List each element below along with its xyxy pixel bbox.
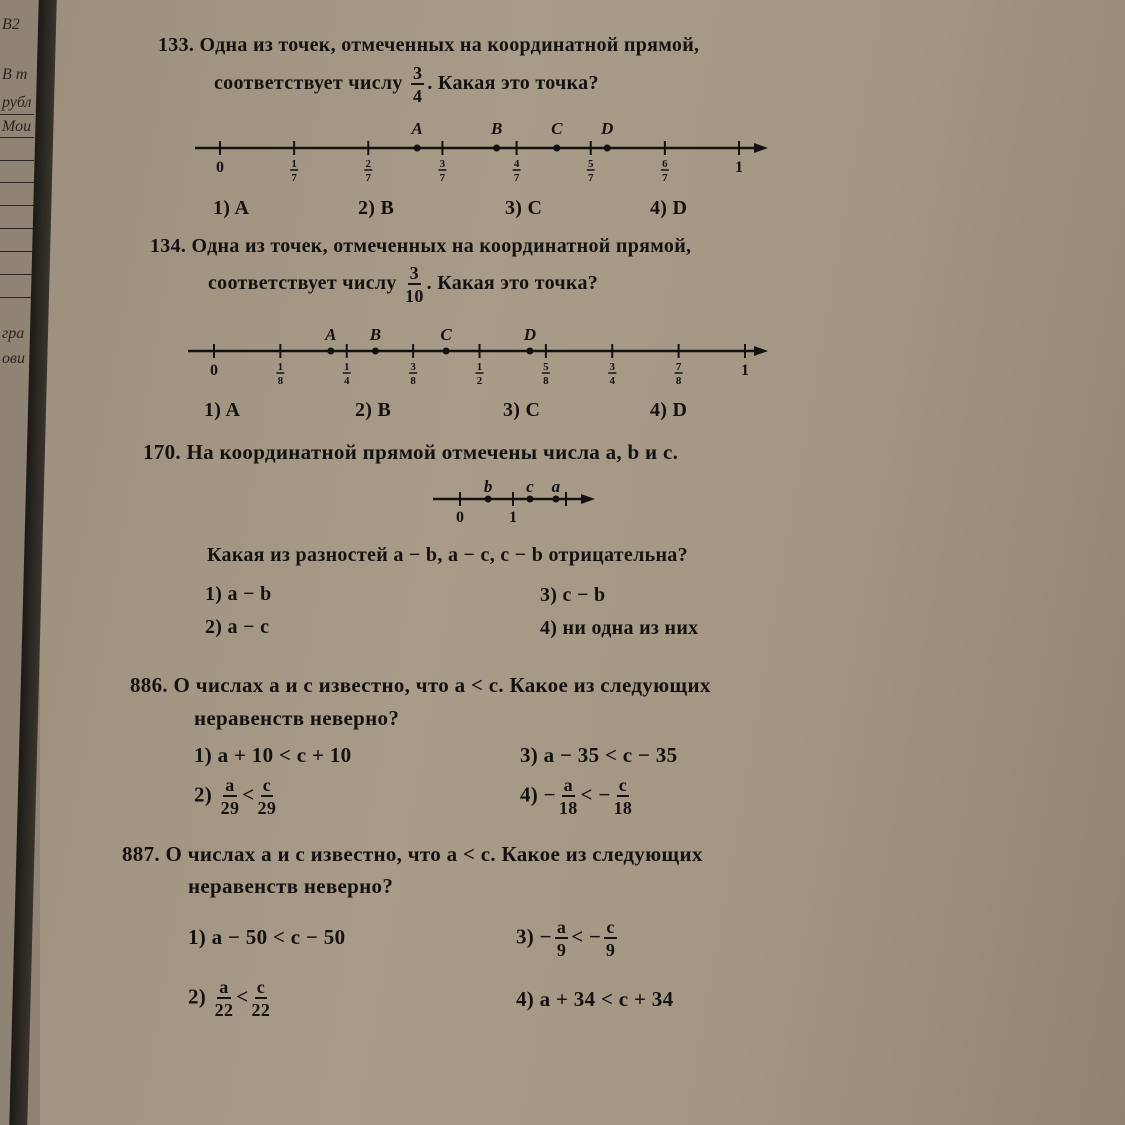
problem-887-option: 1) a − 50 < c − 50 xyxy=(188,925,346,949)
problem-133-line1: 133. Одна из точек, отмеченных на координатной прямой, xyxy=(158,34,700,56)
tick-label-denominator: 8 xyxy=(675,375,682,387)
tick-label-numerator: 4 xyxy=(513,158,520,170)
point-marker xyxy=(327,348,334,355)
point-label: C xyxy=(440,325,452,344)
point-label: D xyxy=(601,119,614,138)
tick-label-denominator: 7 xyxy=(662,172,668,184)
tick-label-denominator: 2 xyxy=(476,375,483,387)
point-label: a xyxy=(551,477,561,496)
point-marker xyxy=(414,145,421,152)
problem-133-option: 2) B xyxy=(358,197,395,219)
problem-134-option: 1) A xyxy=(204,399,241,421)
tick-label-numerator: 3 xyxy=(410,361,416,373)
adjacent-page-text: Мои xyxy=(2,118,32,135)
arrow-icon xyxy=(754,346,768,356)
point-label: A xyxy=(411,119,423,138)
problem-134-line1: 134. Одна из точек, отмеченных на координатной прямой, xyxy=(150,235,692,257)
tick-label-denominator: 4 xyxy=(344,375,350,387)
point-marker xyxy=(526,348,533,355)
tick-label: 1 xyxy=(735,159,743,176)
problem-133-option: 4) D xyxy=(650,197,688,219)
point-label: B xyxy=(369,325,382,344)
problem-170-option: 2) a − c xyxy=(205,616,270,638)
point-label: D xyxy=(523,325,537,344)
tick-label: 0 xyxy=(210,362,218,379)
point-marker xyxy=(485,496,492,503)
arrow-icon xyxy=(581,494,595,504)
tick-label-denominator: 4 xyxy=(609,375,615,387)
tick-label-numerator: 6 xyxy=(662,158,668,170)
tick-label: 0 xyxy=(456,509,464,526)
tick-label: 1 xyxy=(509,509,517,526)
tick-label-denominator: 7 xyxy=(439,172,446,184)
tick-label-numerator: 5 xyxy=(587,158,594,170)
tick-label-numerator: 1 xyxy=(291,158,297,170)
tick-label-denominator: 7 xyxy=(365,172,372,184)
problem-887-option: 3) − $\frac{a}{9}$ < − $\frac{c}{9}$ xyxy=(516,917,616,960)
arrow-icon xyxy=(754,143,768,153)
tick-label: 1 xyxy=(741,362,749,379)
tick-label: 0 xyxy=(216,159,224,176)
adjacent-page-text: В2 xyxy=(2,16,20,33)
problem-886-option: 1) a + 10 < c + 10 xyxy=(194,743,352,767)
point-marker xyxy=(372,348,379,355)
tick-label-denominator: 8 xyxy=(277,375,284,387)
point-label: C xyxy=(551,119,563,138)
tick-label-numerator: 5 xyxy=(543,361,549,373)
problem-887-line1: 887. О числах a и c известно, что a < c. Какое из следующих xyxy=(122,842,703,866)
tick-label-denominator: 8 xyxy=(410,375,416,387)
point-marker xyxy=(443,348,450,355)
problem-134-option: 4) D xyxy=(650,399,688,421)
tick-label-denominator: 8 xyxy=(543,375,549,387)
problem-170-option: 3) c − b xyxy=(540,584,606,606)
problem-886-option: 4) − $\frac{a}{18}$ < − $\frac{c}{18}$ xyxy=(520,775,633,818)
adjacent-page-text: ови xyxy=(2,350,25,367)
problem-134-line2: соответствует числу $\frac{3}{10}$ . Какая это точка? xyxy=(208,263,599,306)
problem-887-line2: неравенств неверно? xyxy=(188,874,394,898)
tick-label-numerator: 1 xyxy=(344,361,350,373)
problem-133-line2: соответствует числу $\frac{3}{4}$ . Какая это точка? xyxy=(214,63,599,106)
tick-label-denominator: 7 xyxy=(513,172,520,184)
fraction: $\frac{3}{4}$ xyxy=(413,63,423,106)
tick-label-denominator: 7 xyxy=(291,172,297,184)
point-marker xyxy=(552,496,559,503)
tick-label-numerator: 3 xyxy=(609,361,615,373)
problem-133-option: 3) C xyxy=(505,197,543,219)
problem-133-option: 1) A xyxy=(213,197,250,219)
tick-label-denominator: 7 xyxy=(587,172,594,184)
problem-170-option: 1) a − b xyxy=(205,583,272,605)
tick-label-numerator: 2 xyxy=(365,158,372,170)
tick-label-numerator: 7 xyxy=(675,361,682,373)
point-marker xyxy=(604,145,611,152)
problem-887-option: 4) a + 34 < c + 34 xyxy=(516,987,674,1011)
problem-886-option: 2) $\frac{a}{29}$ < $\frac{c}{29}$ xyxy=(194,775,277,818)
tick-label-numerator: 1 xyxy=(476,361,483,373)
point-label: B xyxy=(490,119,503,138)
adjacent-page-text: рубл xyxy=(2,94,32,111)
fraction: $\frac{3}{10}$ xyxy=(405,263,424,306)
problem-886-line2: неравенств неверно? xyxy=(194,706,400,730)
tick-label-numerator: 1 xyxy=(277,361,284,373)
problem-170-line1: 170. На координатной прямой отмечены числа a, b и c. xyxy=(143,440,679,464)
point-marker xyxy=(526,496,533,503)
point-label: c xyxy=(526,477,534,496)
problem-170-option: 4) ни одна из них xyxy=(540,617,699,639)
adjacent-page-text: В т xyxy=(2,66,28,83)
adjacent-page-text: гра xyxy=(2,325,25,342)
point-marker xyxy=(493,145,500,152)
problem-134-option: 3) C xyxy=(503,399,541,421)
point-label: A xyxy=(325,325,337,344)
problem-886-line1: 886. О числах a и c известно, что a < c. Какое из следующих xyxy=(130,673,711,697)
tick-label-numerator: 3 xyxy=(439,158,446,170)
problem-887-option: 2) $\frac{a}{22}$ < $\frac{c}{22}$ xyxy=(188,977,271,1020)
point-label: b xyxy=(483,477,493,496)
point-marker xyxy=(553,145,560,152)
problem-134-option: 2) B xyxy=(355,399,392,421)
problem-170-question: Какая из разностей a − b, a − c, c − b отрицательна? xyxy=(207,544,688,566)
problem-886-option: 3) a − 35 < c − 35 xyxy=(520,743,678,767)
